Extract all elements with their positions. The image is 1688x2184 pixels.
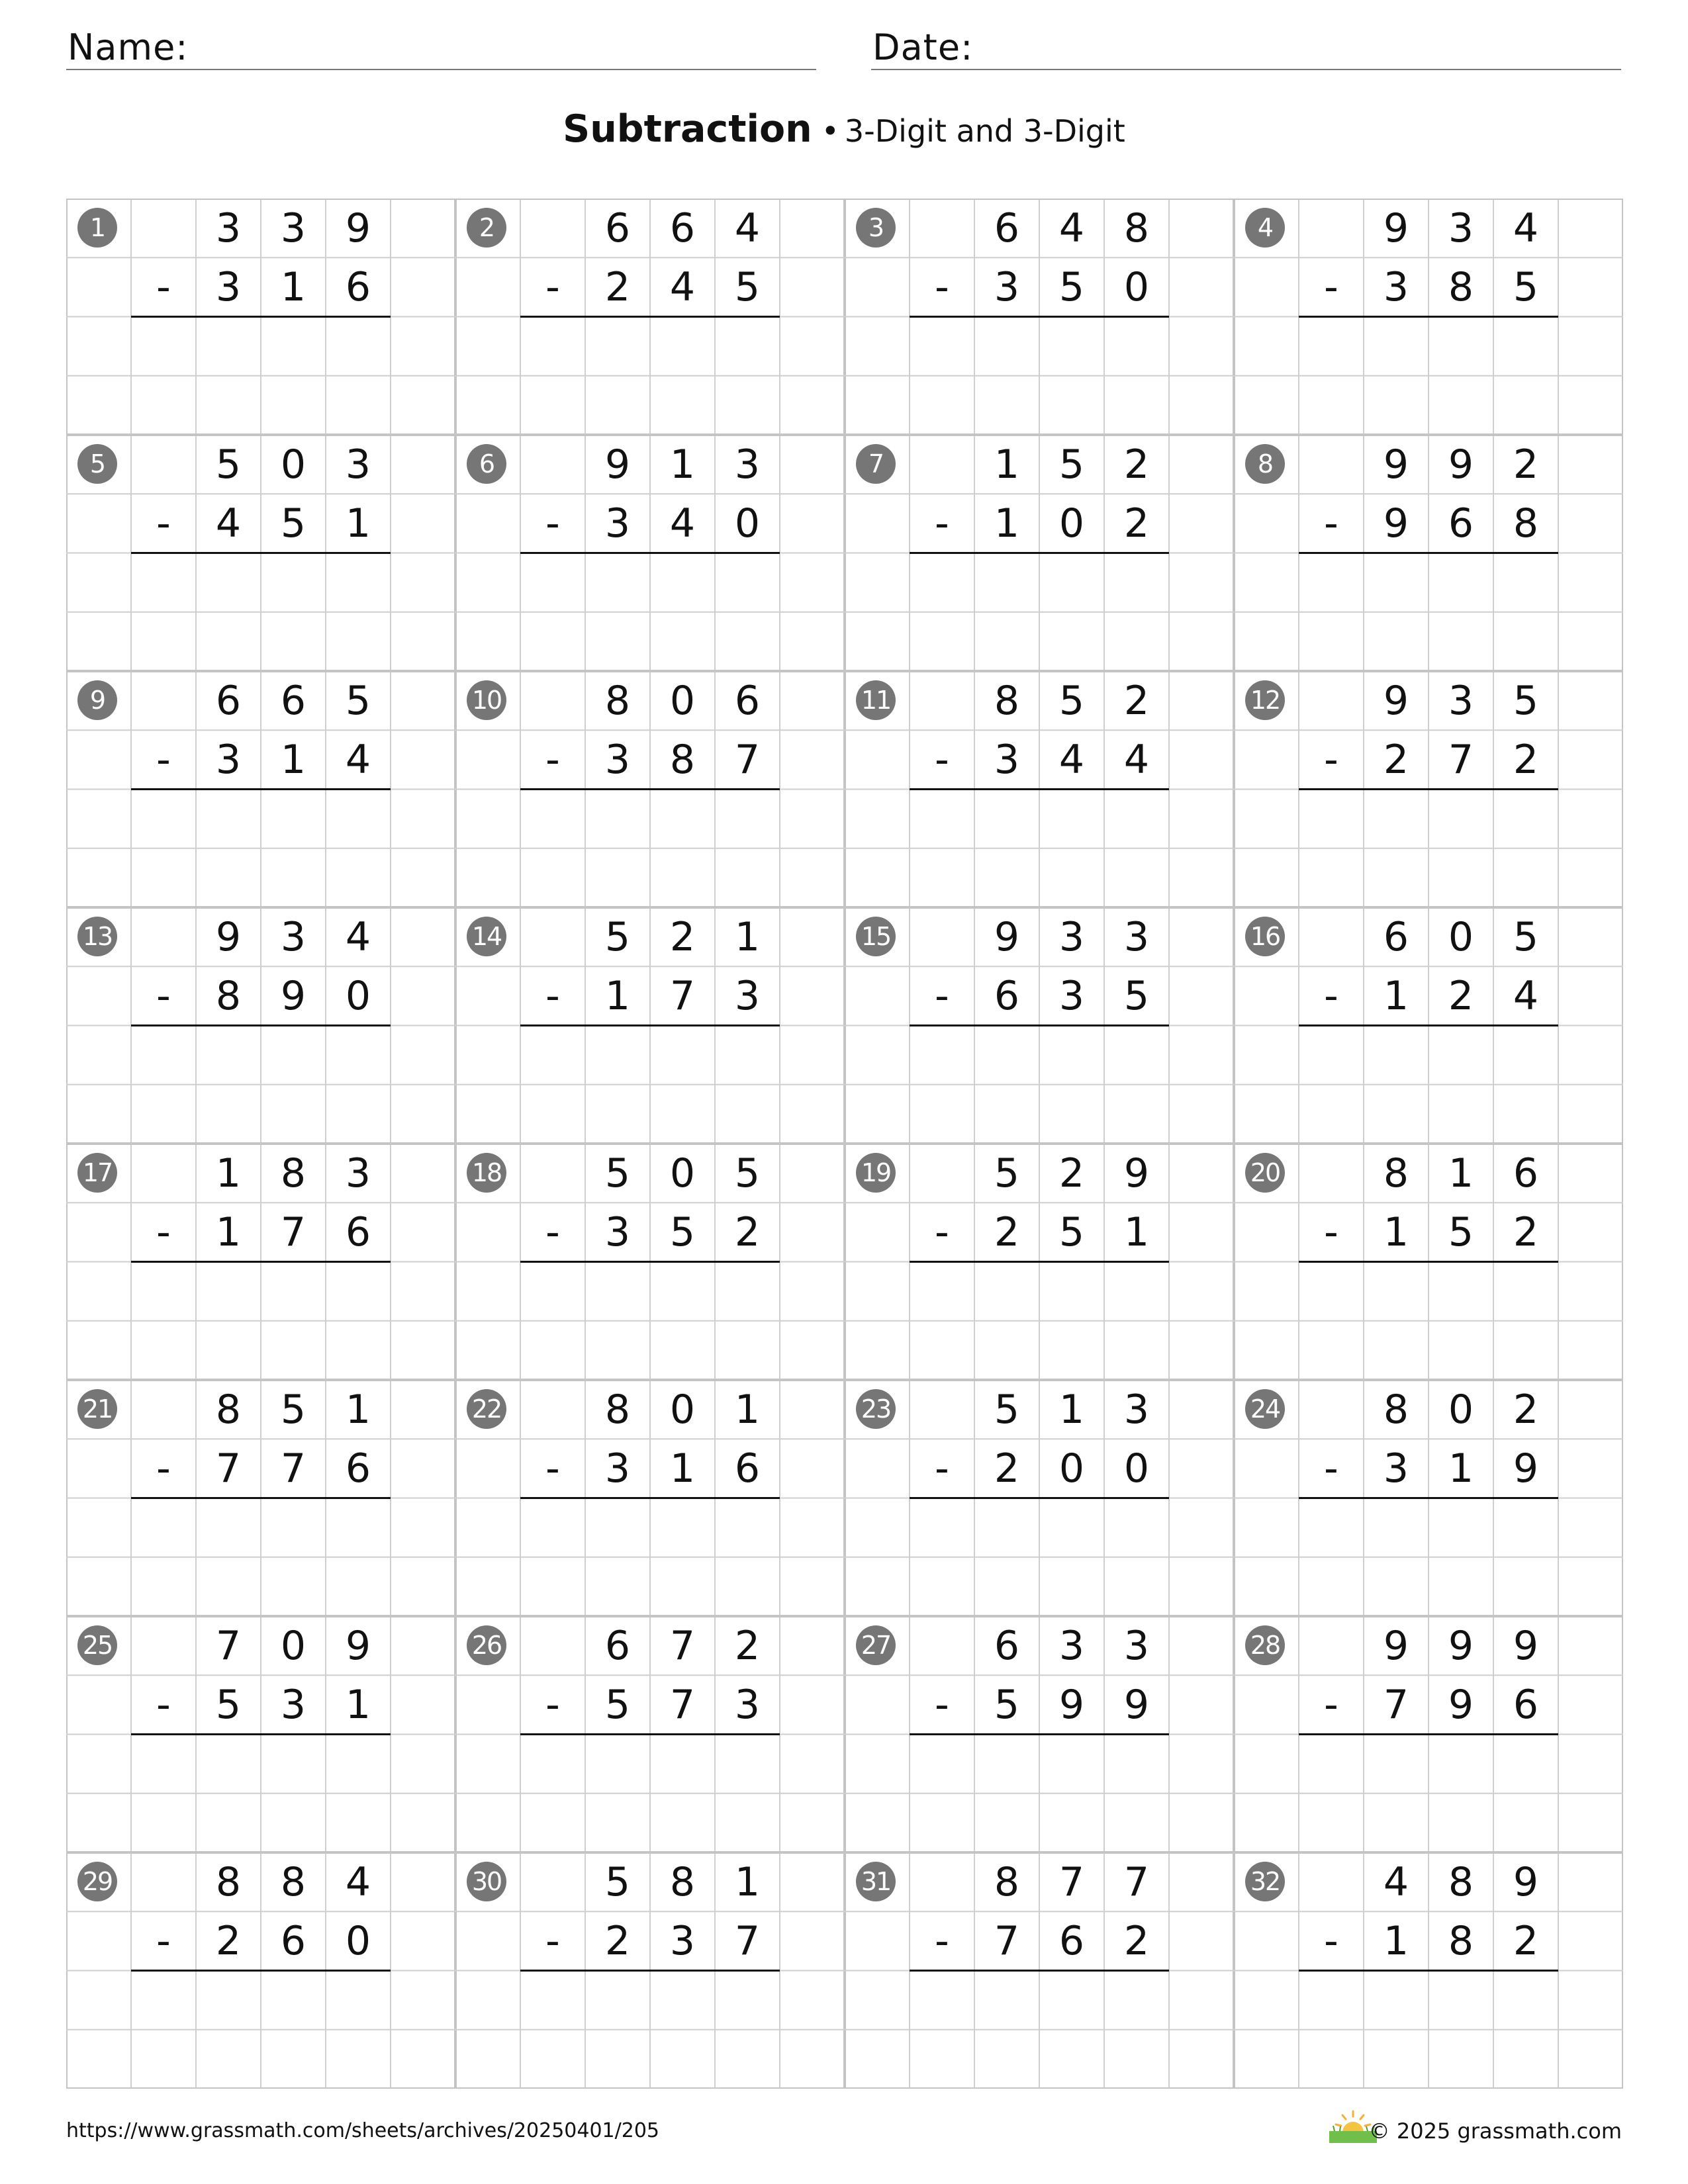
subtrahend-digit: 9 (1123, 1681, 1150, 1728)
minuend-digit: 1 (1058, 1386, 1085, 1433)
minus-sign: - (935, 1917, 949, 1964)
minuend-digit: 5 (280, 1386, 306, 1433)
subtrahend-digit: 2 (994, 1445, 1020, 1492)
subtrahend-digit: 9 (1448, 1681, 1474, 1728)
minuend-digit: 3 (1123, 913, 1150, 960)
minuend-digit: 0 (1448, 913, 1474, 960)
problem-grid (66, 199, 1623, 2089)
subtrahend-digit: 3 (734, 1681, 761, 1728)
minuend-digit: 5 (604, 913, 631, 960)
minus-sign: - (545, 1681, 560, 1728)
minuend-digit: 8 (1383, 1386, 1409, 1433)
problem-number-badge: 9 (77, 680, 117, 720)
subtrahend-digit: 7 (734, 736, 761, 783)
problem-number-badge: 32 (1245, 1862, 1285, 1901)
problem-number-badge: 5 (77, 444, 117, 484)
answer-line (520, 552, 780, 554)
minuend-digit: 8 (280, 1150, 306, 1197)
answer-line (910, 1261, 1169, 1263)
minus-sign: - (1324, 1208, 1338, 1255)
minus-sign: - (545, 972, 560, 1019)
minuend-digit: 8 (1383, 1150, 1409, 1197)
answer-line (1299, 1970, 1558, 1972)
minus-sign: - (935, 263, 949, 310)
answer-line (1299, 1497, 1558, 1499)
problem-number-badge: 1 (77, 208, 117, 248)
subtrahend-digit: 5 (280, 500, 306, 547)
minuend-digit: 9 (1383, 205, 1409, 251)
subtrahend-digit: 5 (734, 263, 761, 310)
subtrahend-digit: 8 (1513, 500, 1539, 547)
minuend-digit: 0 (669, 1150, 696, 1197)
minus-sign: - (156, 1208, 171, 1255)
footer-url: https://www.grassmath.com/sheets/archives/20250401/205 (66, 2119, 660, 2142)
subtrahend-digit: 8 (215, 972, 242, 1019)
minuend-digit: 1 (994, 441, 1020, 488)
date-field[interactable] (871, 26, 1621, 70)
subtrahend-digit: 3 (604, 500, 631, 547)
minus-sign: - (545, 500, 560, 547)
minuend-digit: 4 (734, 205, 761, 251)
subtrahend-digit: 1 (345, 500, 371, 547)
minuend-digit: 9 (1383, 677, 1409, 724)
subtrahend-digit: 6 (280, 1917, 306, 1964)
minuend-digit: 0 (669, 677, 696, 724)
minus-sign: - (545, 736, 560, 783)
problem-number-badge: 13 (77, 917, 117, 956)
problem-number-badge: 7 (856, 444, 896, 484)
minuend-digit: 8 (1448, 1858, 1474, 1905)
minuend-digit: 9 (1123, 1150, 1150, 1197)
minuend-digit: 8 (280, 1858, 306, 1905)
minuend-digit: 7 (669, 1622, 696, 1669)
minuend-digit: 2 (1123, 441, 1150, 488)
minuend-digit: 8 (604, 677, 631, 724)
subtrahend-digit: 7 (669, 1681, 696, 1728)
subtrahend-digit: 4 (1513, 972, 1539, 1019)
subtrahend-digit: 5 (1123, 972, 1150, 1019)
problem-number-badge: 2 (467, 208, 506, 248)
problem-number-badge: 19 (856, 1153, 896, 1193)
problem-number-badge: 17 (77, 1153, 117, 1193)
problem-number-badge: 27 (856, 1625, 896, 1665)
subtrahend-digit: 3 (215, 736, 242, 783)
answer-line (910, 1733, 1169, 1735)
minuend-digit: 9 (1513, 1858, 1539, 1905)
minuend-digit: 9 (215, 913, 242, 960)
minus-sign: - (1324, 736, 1338, 783)
minuend-digit: 1 (345, 1386, 371, 1433)
subtrahend-digit: 8 (1448, 263, 1474, 310)
minuend-digit: 7 (1123, 1858, 1150, 1905)
subtrahend-digit: 6 (345, 1208, 371, 1255)
minuend-digit: 4 (1513, 205, 1539, 251)
minus-sign: - (156, 1445, 171, 1492)
minuend-digit: 9 (1513, 1622, 1539, 1669)
title-main: Subtraction (563, 107, 812, 151)
minuend-digit: 0 (1448, 1386, 1474, 1433)
minuend-digit: 1 (215, 1150, 242, 1197)
minuend-digit: 0 (669, 1386, 696, 1433)
minuend-digit: 5 (604, 1150, 631, 1197)
subtrahend-digit: 1 (1383, 972, 1409, 1019)
minuend-digit: 5 (994, 1150, 1020, 1197)
minus-sign: - (156, 1681, 171, 1728)
minuend-digit: 1 (1448, 1150, 1474, 1197)
subtrahend-digit: 3 (1058, 972, 1085, 1019)
problem-number-badge: 20 (1245, 1153, 1285, 1193)
answer-line (1299, 788, 1558, 790)
minuend-digit: 7 (215, 1622, 242, 1669)
minus-sign: - (156, 263, 171, 310)
subtrahend-digit: 4 (215, 500, 242, 547)
subtrahend-digit: 3 (604, 736, 631, 783)
minuend-digit: 8 (215, 1386, 242, 1433)
problem-number-badge: 10 (467, 680, 506, 720)
title-subtitle: 3-Digit and 3-Digit (844, 113, 1125, 149)
subtrahend-digit: 7 (734, 1917, 761, 1964)
minuend-digit: 5 (1513, 913, 1539, 960)
subtrahend-digit: 5 (1513, 263, 1539, 310)
minuend-digit: 9 (345, 205, 371, 251)
minuend-digit: 6 (1383, 913, 1409, 960)
subtrahend-digit: 0 (734, 500, 761, 547)
subtrahend-digit: 3 (734, 972, 761, 1019)
problem-number-badge: 8 (1245, 444, 1285, 484)
subtrahend-digit: 5 (1058, 263, 1085, 310)
minuend-digit: 8 (215, 1858, 242, 1905)
minuend-digit: 8 (994, 1858, 1020, 1905)
subtrahend-digit: 6 (1058, 1917, 1085, 1964)
subtrahend-digit: 2 (604, 263, 631, 310)
subtrahend-digit: 5 (669, 1208, 696, 1255)
answer-line (1299, 1261, 1558, 1263)
answer-line (1299, 1024, 1558, 1026)
minus-sign: - (1324, 500, 1338, 547)
subtrahend-digit: 7 (669, 972, 696, 1019)
subtrahend-digit: 0 (1058, 1445, 1085, 1492)
minus-sign: - (1324, 1445, 1338, 1492)
minuend-digit: 5 (1058, 677, 1085, 724)
subtrahend-digit: 1 (1448, 1445, 1474, 1492)
answer-line (520, 1970, 780, 1972)
answer-line (520, 1024, 780, 1026)
subtrahend-digit: 9 (280, 972, 306, 1019)
subtrahend-digit: 2 (1123, 1917, 1150, 1964)
subtrahend-digit: 9 (1513, 1445, 1539, 1492)
minus-sign: - (156, 1917, 171, 1964)
minus-sign: - (935, 1208, 949, 1255)
minuend-digit: 6 (604, 205, 631, 251)
minuend-digit: 8 (1123, 205, 1150, 251)
subtrahend-digit: 6 (345, 263, 371, 310)
subtrahend-digit: 2 (1513, 1917, 1539, 1964)
minuend-digit: 9 (345, 1622, 371, 1669)
answer-line (1299, 316, 1558, 318)
subtrahend-digit: 6 (1448, 500, 1474, 547)
minuend-digit: 3 (1058, 913, 1085, 960)
subtrahend-digit: 2 (1448, 972, 1474, 1019)
minus-sign: - (1324, 1917, 1338, 1964)
minuend-digit: 3 (1448, 677, 1474, 724)
answer-line (910, 1970, 1169, 1972)
minus-sign: - (935, 1445, 949, 1492)
subtrahend-digit: 2 (604, 1917, 631, 1964)
subtrahend-digit: 2 (734, 1208, 761, 1255)
subtrahend-digit: 4 (345, 736, 371, 783)
problem-number-badge: 14 (467, 917, 506, 956)
subtrahend-digit: 0 (345, 972, 371, 1019)
minus-sign: - (935, 500, 949, 547)
subtrahend-digit: 3 (669, 1917, 696, 1964)
minuend-digit: 6 (280, 677, 306, 724)
subtrahend-digit: 3 (215, 263, 242, 310)
subtrahend-digit: 3 (604, 1208, 631, 1255)
minuend-digit: 6 (604, 1622, 631, 1669)
minuend-digit: 4 (1058, 205, 1085, 251)
subtrahend-digit: 6 (1513, 1681, 1539, 1728)
minuend-digit: 6 (734, 677, 761, 724)
subtrahend-digit: 6 (345, 1445, 371, 1492)
minuend-digit: 0 (280, 1622, 306, 1669)
answer-line (520, 1733, 780, 1735)
minuend-digit: 1 (669, 441, 696, 488)
subtrahend-digit: 1 (669, 1445, 696, 1492)
minus-sign: - (156, 736, 171, 783)
minuend-digit: 3 (1123, 1386, 1150, 1433)
problem-number-badge: 25 (77, 1625, 117, 1665)
answer-line (520, 788, 780, 790)
subtrahend-digit: 0 (1123, 263, 1150, 310)
subtrahend-digit: 7 (215, 1445, 242, 1492)
minuend-digit: 5 (604, 1858, 631, 1905)
minuend-digit: 2 (669, 913, 696, 960)
minuend-digit: 2 (1513, 441, 1539, 488)
subtrahend-digit: 5 (1448, 1208, 1474, 1255)
answer-line (131, 1970, 391, 1972)
problem-number-badge: 6 (467, 444, 506, 484)
minuend-digit: 6 (215, 677, 242, 724)
minuend-digit: 3 (1448, 205, 1474, 251)
answer-line (910, 316, 1169, 318)
subtrahend-digit: 0 (1058, 500, 1085, 547)
minus-sign: - (935, 736, 949, 783)
minus-sign: - (545, 1445, 560, 1492)
answer-line (131, 1497, 391, 1499)
problem-number-badge: 11 (856, 680, 896, 720)
answer-line (131, 788, 391, 790)
problem-number-badge: 31 (856, 1862, 896, 1901)
footer-copyright: © 2025 grassmath.com (1368, 2118, 1622, 2144)
subtrahend-digit: 9 (1058, 1681, 1085, 1728)
minus-sign: - (156, 500, 171, 547)
minus-sign: - (156, 972, 171, 1019)
minus-sign: - (1324, 972, 1338, 1019)
minuend-digit: 6 (1513, 1150, 1539, 1197)
problem-number-badge: 3 (856, 208, 896, 248)
name-field[interactable] (66, 26, 816, 70)
minuend-digit: 2 (1123, 677, 1150, 724)
answer-line (910, 552, 1169, 554)
subtrahend-digit: 3 (994, 736, 1020, 783)
subtrahend-digit: 1 (345, 1681, 371, 1728)
problem-number-badge: 15 (856, 917, 896, 956)
minus-sign: - (1324, 263, 1338, 310)
minuend-digit: 0 (280, 441, 306, 488)
subtrahend-digit: 7 (280, 1208, 306, 1255)
answer-line (131, 1024, 391, 1026)
subtrahend-digit: 4 (669, 500, 696, 547)
subtrahend-digit: 7 (994, 1917, 1020, 1964)
minuend-digit: 4 (345, 1858, 371, 1905)
answer-line (910, 1497, 1169, 1499)
minuend-digit: 5 (1513, 677, 1539, 724)
minuend-digit: 9 (1383, 441, 1409, 488)
subtrahend-digit: 2 (1383, 736, 1409, 783)
minuend-digit: 9 (1448, 441, 1474, 488)
subtrahend-digit: 5 (994, 1681, 1020, 1728)
minus-sign: - (545, 263, 560, 310)
subtrahend-digit: 1 (1123, 1208, 1150, 1255)
answer-line (910, 788, 1169, 790)
answer-line (131, 1733, 391, 1735)
subtrahend-digit: 7 (1383, 1681, 1409, 1728)
worksheet-title (0, 103, 1688, 165)
minuend-digit: 8 (669, 1858, 696, 1905)
subtrahend-digit: 0 (1123, 1445, 1150, 1492)
subtrahend-digit: 0 (345, 1917, 371, 1964)
problem-number-badge: 12 (1245, 680, 1285, 720)
minus-sign: - (935, 972, 949, 1019)
minuend-digit: 8 (994, 677, 1020, 724)
minuend-digit: 3 (734, 441, 761, 488)
answer-line (131, 1261, 391, 1263)
minuend-digit: 1 (734, 1858, 761, 1905)
minuend-digit: 3 (280, 205, 306, 251)
minuend-digit: 2 (1058, 1150, 1085, 1197)
minuend-digit: 8 (604, 1386, 631, 1433)
minuend-digit: 5 (215, 441, 242, 488)
answer-line (520, 316, 780, 318)
subtrahend-digit: 2 (1123, 500, 1150, 547)
subtrahend-digit: 5 (1058, 1208, 1085, 1255)
subtrahend-digit: 3 (1383, 1445, 1409, 1492)
subtrahend-digit: 4 (1123, 736, 1150, 783)
subtrahend-digit: 2 (1513, 1208, 1539, 1255)
subtrahend-digit: 8 (669, 736, 696, 783)
subtrahend-digit: 4 (1058, 736, 1085, 783)
subtrahend-digit: 3 (604, 1445, 631, 1492)
subtrahend-digit: 8 (1448, 1917, 1474, 1964)
subtrahend-digit: 5 (215, 1681, 242, 1728)
minuend-digit: 4 (345, 913, 371, 960)
minuend-digit: 6 (994, 205, 1020, 251)
subtrahend-digit: 7 (1448, 736, 1474, 783)
minuend-digit: 4 (1383, 1858, 1409, 1905)
subtrahend-digit: 2 (1513, 736, 1539, 783)
minuend-digit: 2 (1513, 1386, 1539, 1433)
answer-line (1299, 1733, 1558, 1735)
minuend-digit: 9 (604, 441, 631, 488)
problem-number-badge: 30 (467, 1862, 506, 1901)
subtrahend-digit: 1 (280, 736, 306, 783)
minuend-digit: 1 (734, 1386, 761, 1433)
problem-number-badge: 29 (77, 1862, 117, 1901)
subtrahend-digit: 2 (994, 1208, 1020, 1255)
minuend-digit: 7 (1058, 1858, 1085, 1905)
title-separator: • (821, 113, 839, 149)
answer-line (131, 316, 391, 318)
answer-line (520, 1261, 780, 1263)
problem-number-badge: 4 (1245, 208, 1285, 248)
answer-line (131, 552, 391, 554)
problem-number-badge: 16 (1245, 917, 1285, 956)
minuend-digit: 1 (734, 913, 761, 960)
minuend-digit: 9 (994, 913, 1020, 960)
minuend-digit: 3 (1058, 1622, 1085, 1669)
problem-number-badge: 23 (856, 1389, 896, 1429)
subtrahend-digit: 2 (215, 1917, 242, 1964)
subtrahend-digit: 6 (734, 1445, 761, 1492)
minuend-digit: 2 (734, 1622, 761, 1669)
minuend-digit: 5 (734, 1150, 761, 1197)
minus-sign: - (545, 1917, 560, 1964)
problem-number-badge: 21 (77, 1389, 117, 1429)
date-label: Date: (872, 26, 974, 68)
name-label: Name: (68, 26, 189, 68)
minus-sign: - (1324, 1681, 1338, 1728)
answer-line (520, 1497, 780, 1499)
subtrahend-digit: 7 (280, 1445, 306, 1492)
minuend-digit: 3 (215, 205, 242, 251)
subtrahend-digit: 3 (1383, 263, 1409, 310)
answer-line (910, 1024, 1169, 1026)
problem-number-badge: 24 (1245, 1389, 1285, 1429)
minuend-digit: 9 (1448, 1622, 1474, 1669)
problem-number-badge: 18 (467, 1153, 506, 1193)
subtrahend-digit: 6 (994, 972, 1020, 1019)
minuend-digit: 9 (1383, 1622, 1409, 1669)
subtrahend-digit: 3 (994, 263, 1020, 310)
subtrahend-digit: 9 (1383, 500, 1409, 547)
subtrahend-digit: 1 (994, 500, 1020, 547)
problem-number-badge: 28 (1245, 1625, 1285, 1665)
minus-sign: - (545, 1208, 560, 1255)
subtrahend-digit: 1 (1383, 1917, 1409, 1964)
subtrahend-digit: 3 (280, 1681, 306, 1728)
subtrahend-digit: 4 (669, 263, 696, 310)
minuend-digit: 5 (994, 1386, 1020, 1433)
minuend-digit: 5 (345, 677, 371, 724)
answer-line (1299, 552, 1558, 554)
subtrahend-digit: 1 (280, 263, 306, 310)
subtrahend-digit: 1 (1383, 1208, 1409, 1255)
subtrahend-digit: 1 (604, 972, 631, 1019)
minuend-digit: 3 (1123, 1622, 1150, 1669)
problem-number-badge: 26 (467, 1625, 506, 1665)
minus-sign: - (935, 1681, 949, 1728)
minuend-digit: 3 (345, 441, 371, 488)
minuend-digit: 3 (345, 1150, 371, 1197)
subtrahend-digit: 1 (215, 1208, 242, 1255)
subtrahend-digit: 5 (604, 1681, 631, 1728)
minuend-digit: 6 (669, 205, 696, 251)
minuend-digit: 3 (280, 913, 306, 960)
problem-number-badge: 22 (467, 1389, 506, 1429)
minuend-digit: 6 (994, 1622, 1020, 1669)
minuend-digit: 5 (1058, 441, 1085, 488)
